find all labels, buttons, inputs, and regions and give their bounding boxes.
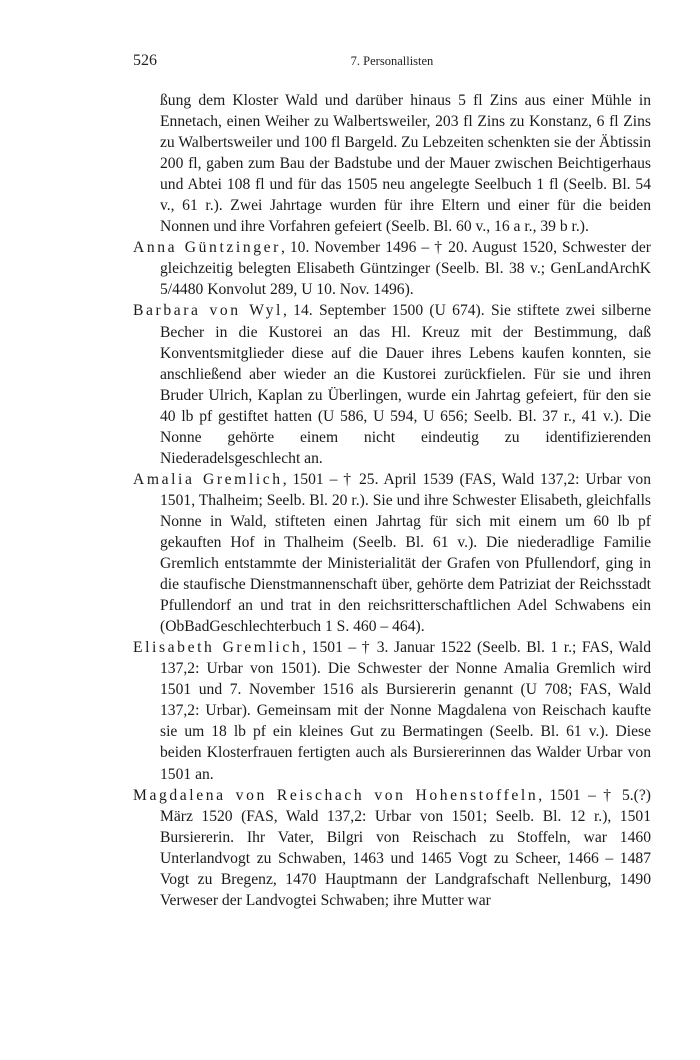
entry-name: Elisabeth Gremlich	[133, 639, 303, 657]
entry-text: , 1501 – † 3. Januar 1522 (Seelb. Bl. 1 r.; FAS, Wald 137,2: Urbar von 1501). Die Schwester der Nonne Amalia Gremlich wird 1501 und 7. November 1516 als Bursiererin genannt (U 708; FAS, Wald 137,2: Urbar). Gemeinsam mit der Nonne Magdalena von Reischach kaufte sie um 18 lb pf ein kleines Gut zu Bermatingen (Seelb. Bl. 61 v.). Diese beiden Klosterfrauen fertigten auch als Bursiererinnen das Walder Urbar von 1501 an.	[160, 639, 651, 783]
entry-magdalena-von-reischach	[133, 785, 651, 911]
entry-text: , 1501 – † 5.(?) März 1520 (FAS, Wald 137,2: Urbar von 1501; Seelb. Bl. 12 r.), 1501 Bursiererin. Ihr Vater, Bilgri von Reischach zu Stoffeln, war 1460 Unterlandvogt zu Schwaben, 1463 und 1465 Vogt zu Scheer, 1466 – 1487 Vogt zu Bregenz, 1470 Hauptmann der Landgrafschaft Nellenburg, 1490 Verweser der Landvogtei Schwaben; ihre Mutter war	[160, 786, 651, 909]
page-body	[133, 90, 651, 911]
entry-name: Magdalena von Reischach von Hohenstoffeln	[133, 786, 539, 804]
entry-text: , 1501 – † 25. April 1539 (FAS, Wald 137,2: Urbar von 1501, Thalheim; Seelb. Bl. 20 r.). Sie und ihre Schwester Elisabeth, gleichfalls Nonne in Wald, stifteten einen Jahrtag für sich mit einem um 60 lb pf gekauften Hof in Thalheim (Seelb. Bl. 61 v.). Die niederadlige Familie Gremlich entstammte der Ministerialität der Grafen von Pfullendorf, ging in die staufische Dienstmannenschaft über, gehörte dem Patriziat der Reichsstadt Pfullendorf an und trat in den reichsritterschaftlichen Adel Schwabens ein (ObBadGeschlechterbuch 1 S. 460 – 464).	[160, 470, 652, 636]
entry-text: , 10. November 1496 – † 20. August 1520, Schwester der gleichzeitig belegten Elisabeth Güntzinger (Seelb. Bl. 38 v.; GenLandArchK 5/4480 Konvolut 289, U 10. Nov. 1496).	[160, 239, 651, 299]
page-number: 526	[133, 52, 157, 69]
entry-continuation	[133, 90, 651, 237]
entry-barbara-von-wyl	[133, 300, 651, 468]
entry-name: Amalia Gremlich	[133, 470, 283, 488]
entry-text: , 14. September 1500 (U 674). Sie stiftete zwei silberne Becher in die Kustorei an das Hl. Kreuz mit der Bestimmung, daß Konventsmitglieder diese auf die Dauer ihres Lebens kaufen konnten, sie anschließend aber wieder an die Kustorei zurückfielen. Für sie und ihren Bruder Ulrich, Kaplan zu Überlingen, wurde ein Jahrtag gefeiert, für den sie 40 lb pf gestiftet hatten (U 586, U 594, U 656; Seelb. Bl. 37 r., 41 v.). Die Nonne gehörte einem nicht eindeutig zu identifizierenden Niederadelsgeschlecht an.	[160, 302, 651, 467]
page-header	[133, 52, 651, 72]
entry-name: Barbara von Wyl	[133, 302, 283, 320]
entry-name: Anna Güntzinger	[133, 239, 281, 257]
entry-elisabeth-gremlich	[133, 637, 651, 784]
entry-anna-guentzinger	[133, 237, 651, 300]
entry-amalia-gremlich	[133, 469, 651, 637]
entry-text: ßung dem Kloster Wald und darüber hinaus 5 fl Zins aus einer Mühle in Ennetach, einen Weiher zu Walbertsweiler, 203 fl Zins zu Konstanz, 6 fl Zins zu Walbertsweiler und 100 fl Bargeld. Zu Lebzeiten schenkten sie der Äbtissin 200 fl, gaben zum Bau der Badstube und der Mauer zwischen Beichtigerhaus und Abtei 108 fl und für das 1505 neu angelegte Seelbuch 1 fl (Seelb. Bl. 54 v., 61 r.). Zwei Jahrtage wurden für ihre Eltern und einer für die beiden Nonnen und ihre Vorfahren gefeiert (Seelb. Bl. 60 v., 16 a r., 39 b r.).	[160, 92, 651, 236]
running-title: 7. Personallisten	[350, 54, 434, 68]
